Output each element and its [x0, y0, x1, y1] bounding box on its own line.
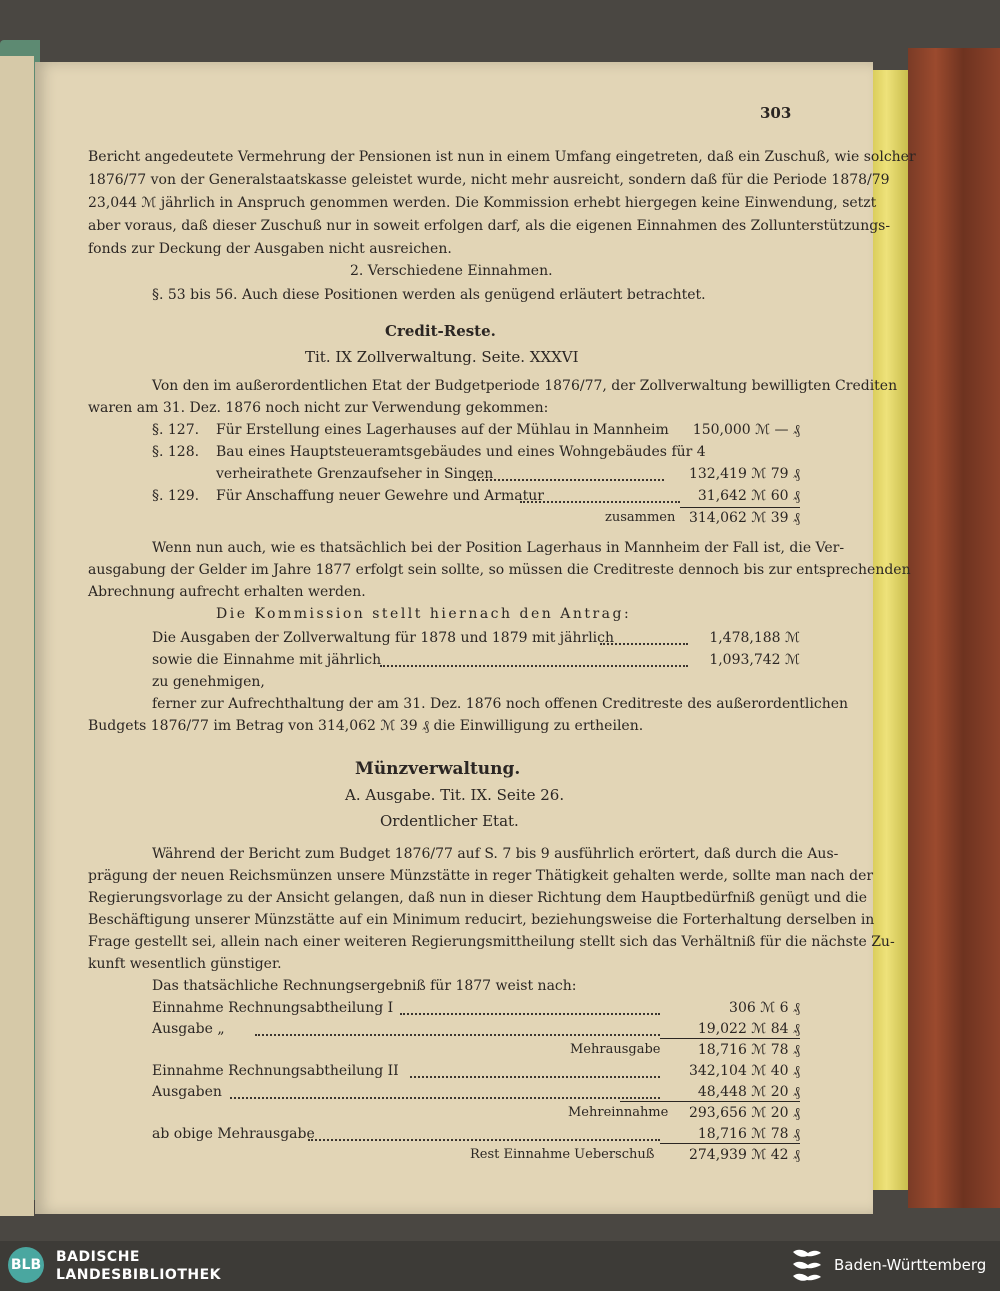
dot-leader [308, 1139, 660, 1141]
sum-rule [660, 1038, 800, 1039]
dot-leader [255, 1034, 660, 1036]
result-label: Rest Einnahme Ueberschuß [470, 1147, 655, 1162]
result-intro: Das thatsächliche Rechnungsergebniß für 1877 weist nach: [152, 978, 577, 994]
dot-leader [410, 1076, 660, 1078]
credit-heading: Credit-Reste. [385, 322, 496, 340]
result-label: Mehrausgabe [570, 1042, 661, 1057]
paragraph-ref: §. 127. [152, 422, 200, 438]
library-name: BADISCHE [56, 1249, 140, 1265]
library-name: LANDESBIBLIOTHEK [56, 1267, 222, 1283]
result-amount: 48,448 ℳ 20 ₰ [697, 1084, 800, 1100]
mint-text: Regierungsvorlage zu der Ansicht gelangen, daß nun in dieser Richtung dem Hauptbedürfniß genügt und die [88, 890, 868, 906]
credit-item-text: verheirathete Grenzaufseher in Singen [216, 466, 494, 482]
result-amount: 306 ℳ 6 ₰ [729, 1000, 800, 1016]
paragraph-ref: §. 129. [152, 488, 200, 504]
result-label: Einnahme Rechnungsabtheilung II [152, 1063, 399, 1079]
result-amount: 19,022 ℳ 84 ₰ [697, 1021, 800, 1037]
dot-leader [230, 1097, 660, 1099]
result-amount: 342,104 ℳ 40 ₰ [688, 1063, 800, 1079]
mint-text: prägung der neuen Reichsmünzen unsere Münzstätte in reger Thätigkeit gehalten werde, sollte man nach der [88, 868, 874, 884]
sum-rule [680, 507, 800, 508]
intro-line: 23,044 ℳ jährlich in Anspruch genommen werden. Die Kommission erhebt hiergegen keine Einwendung, setzt [88, 195, 877, 211]
mint-text: kunft wesentlich günstiger. [88, 956, 282, 972]
credit-item-amount: 150,000 ℳ — ₰ [692, 422, 800, 438]
state-name: Baden-Württemberg [834, 1256, 987, 1274]
mint-text: Frage gestellt sei, allein nach einer weiteren Regierungsmittheilung stellt sich das Verhältniß für die nächste Zu- [88, 934, 895, 950]
credit-item-text: Für Erstellung eines Lagerhauses auf der Mühlau in Mannheim [216, 422, 669, 438]
motion-line: Die Ausgaben der Zollverwaltung für 1878 und 1879 mit jährlich [152, 630, 615, 646]
motion-heading: Die Kommission stellt hiernach den Antrag: [216, 606, 632, 622]
mint-text: Beschäftigung unserer Münzstätte auf ein Minimum reducirt, beziehungsweise die Forterhaltung derselben in [88, 912, 875, 928]
mint-etat: Ordentlicher Etat. [380, 812, 519, 830]
motion-tail: ferner zur Aufrechthaltung der am 31. Dez. 1876 noch offenen Creditreste des außerordentlichen [152, 696, 849, 712]
page-block-edge [872, 70, 908, 1190]
motion-tail: Budgets 1876/77 im Betrag von 314,062 ℳ 39 ₰ die Einwilligung zu ertheilen. [88, 718, 644, 734]
section-heading: 2. Verschiedene Einnahmen. [350, 263, 553, 279]
motion-amount: 1,478,188 ℳ [709, 630, 800, 646]
result-amount: 293,656 ℳ 20 ₰ [688, 1105, 800, 1121]
credit-note: Abrechnung aufrecht erhalten werden. [88, 584, 366, 600]
credit-item-text: Bau eines Hauptsteueramtsgebäudes und eines Wohngebäudes für 4 [216, 444, 706, 460]
result-amount: 18,716 ℳ 78 ₰ [697, 1042, 800, 1058]
dot-leader [400, 1013, 660, 1015]
paragraph-ref: §. 128. [152, 444, 200, 460]
credit-item-amount: 31,642 ℳ 60 ₰ [697, 488, 800, 504]
motion-tail: zu genehmigen, [152, 674, 265, 690]
total-label: zusammen [605, 510, 676, 525]
credit-intro: waren am 31. Dez. 1876 noch nicht zur Verwendung gekommen: [88, 400, 549, 416]
credit-item-amount: 132,419 ℳ 79 ₰ [688, 466, 800, 482]
result-label: ab obige Mehrausgabe [152, 1126, 315, 1142]
result-label: Einnahme Rechnungsabtheilung I [152, 1000, 394, 1016]
result-amount: 274,939 ℳ 42 ₰ [688, 1147, 800, 1163]
result-label: Mehreinnahme [568, 1105, 669, 1120]
intro-line: Bericht angedeutete Vermehrung der Pensionen ist nun in einem Umfang eingetreten, daß ein Zuschuß, wie solcher [88, 149, 916, 165]
section-text: §. 53 bis 56. Auch diese Positionen werden als genügend erläutert betrachtet. [152, 287, 706, 303]
mint-heading: Münzverwaltung. [355, 759, 521, 779]
credit-subheading: Tit. IX Zollverwaltung. Seite. XXXVI [305, 348, 579, 366]
left-page-edge [0, 56, 34, 1216]
blb-logo[interactable]: BLB [8, 1247, 44, 1283]
dot-leader [474, 479, 664, 481]
result-amount: 18,716 ℳ 78 ₰ [697, 1126, 800, 1142]
credit-item-text: Für Anschaffung neuer Gewehre und Armatur [216, 488, 544, 504]
book-back-cover [908, 48, 1000, 1208]
lions-coat-of-arms-icon [790, 1246, 824, 1284]
sum-rule [620, 1101, 800, 1102]
intro-line: aber voraus, daß dieser Zuschuß nur in soweit erfolgen darf, als die eigenen Einnahmen des Zollunterstützungs- [88, 218, 891, 234]
intro-line: 1876/77 von der Generalstaatskasse geleistet wurde, nicht mehr ausreicht, sondern daß für die Periode 1878/79 [88, 172, 890, 188]
mint-text: Während der Bericht zum Budget 1876/77 auf S. 7 bis 9 ausführlich erörtert, daß durch die Aus- [152, 846, 839, 862]
credit-total: 314,062 ℳ 39 ₰ [688, 510, 800, 526]
sum-rule [660, 1143, 800, 1144]
result-label: Ausgabe „ [152, 1021, 225, 1037]
page-number: 303 [760, 104, 792, 122]
credit-note: Wenn nun auch, wie es thatsächlich bei der Position Lagerhaus in Mannheim der Fall ist, die Ver- [152, 540, 845, 556]
credit-note: ausgabung der Gelder im Jahre 1877 erfolgt sein sollte, so müssen die Creditreste dennoch bis zur entsprechenden [88, 562, 911, 578]
result-label: Ausgaben [152, 1084, 222, 1100]
intro-line: fonds zur Deckung der Ausgaben nicht ausreichen. [88, 241, 452, 257]
motion-line: sowie die Einnahme mit jährlich [152, 652, 382, 668]
credit-intro: Von den im außerordentlichen Etat der Budgetperiode 1876/77, der Zollverwaltung bewilligten Crediten [152, 378, 898, 394]
mint-subheading: A. Ausgabe. Tit. IX. Seite 26. [345, 786, 565, 804]
motion-amount: 1,093,742 ℳ [709, 652, 800, 668]
